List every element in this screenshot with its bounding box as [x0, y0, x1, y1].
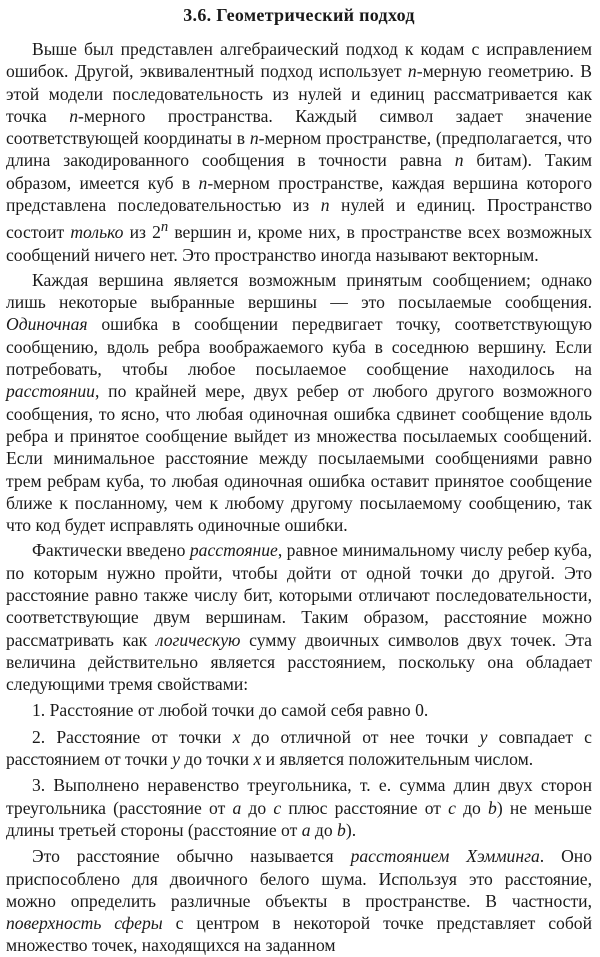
math-var: a: [301, 819, 311, 840]
text-run: до: [241, 797, 274, 818]
property-item-3: [6, 774, 592, 841]
text-run: Выше был представлен алгебраический подход к кодам с исправлением ошибок. Другой, эквивалентный подход использует: [6, 39, 592, 82]
text-run: битам). Таким образом, имеется куб в: [6, 150, 592, 193]
math-var: n: [320, 195, 330, 216]
text-run: нулей и единиц. Пространство состоит: [6, 195, 592, 243]
text-run: -мерном пространстве, каждая вершина которого представлена последовательностью из: [6, 172, 592, 216]
math-var: b: [488, 797, 497, 818]
paragraph-vertices: [6, 269, 592, 537]
text-run: из 2: [123, 222, 161, 243]
text-run: и является положительным числом.: [261, 749, 534, 770]
section-heading: 3.6. Геометрический подход: [183, 5, 415, 25]
text-run: ).: [345, 819, 357, 840]
text-run: Это расстояние обычно называется: [32, 846, 351, 867]
text-run: вершин и, кроме них, в пространстве всех возможных сообщений ничего нет. Это пространство иногда называют векторным.: [6, 222, 593, 265]
text-run: 3. Выполнено неравенство треугольника, т. е. сумма длин двух сторон треугольника (расстояние от: [6, 775, 592, 818]
text-run: до отличной от нее точки: [240, 726, 480, 747]
emphasis: расстоянием Хэмминга: [350, 846, 540, 867]
text-run: до точки: [179, 749, 254, 770]
text-run: , по крайней мере, двух ребер от любого другого возможного сообщения, то ясно, что любая одиночная ошибка сдвинет сообщение вдоль ребра и принятое сообщение выйдет из множества посылаемых сообщений. Если минимальное расстояние между посылаемыми сообщениями равно трем ребрам куба, то любая одиночная ошибка оставит принятое сообщение ближе к посланному, чем к любому другому посылаемому сообщению, так что код будет исправлять одиночные ошибки.: [6, 381, 592, 536]
paragraph-intro: [6, 38, 592, 266]
property-item-2: [6, 726, 592, 771]
text-run: ) не меньше длины третьей стороны (расстояние от: [6, 797, 592, 840]
math-var: a: [232, 797, 242, 818]
paragraph-hamming: [6, 845, 592, 956]
text-run: . Оно приспособлено для двоичного белого шума. Используя это расстояние, можно определить различные объекты в пространстве. В частности,: [6, 846, 592, 911]
math-var: c: [448, 797, 456, 818]
math-var: x: [253, 749, 262, 770]
text-run: с центром в некоторой точке представляет собой множество точек, находящихся на заданном: [6, 913, 592, 956]
property-item-1: [6, 699, 592, 721]
text-run: Фактически введено: [32, 540, 190, 561]
text-run: Каждая вершина является возможным принятым сообщением; однако лишь некоторые выбранные вершины — это посылаемые сообщения.: [6, 269, 592, 313]
math-var: y: [479, 726, 488, 747]
emphasis: расстоянии: [6, 381, 95, 402]
text-run: -мерном пространстве, (предполагается, что длина закодированного сообщения в точности равна: [6, 128, 592, 171]
text-run: до: [310, 819, 338, 840]
math-var: y: [172, 749, 180, 770]
math-var: n: [407, 61, 417, 82]
emphasis: логическую: [155, 629, 241, 650]
text-run: ошибка в сообщении передвигает точку, соответствующую сообщению, вдоль ребра воображаемого куба в соседнюю вершину. Если потребовать, чтобы любое посылаемое сообщение находилось на: [6, 314, 592, 380]
math-var: c: [273, 797, 282, 818]
text-run: , равное минимальному числу ребер куба, по которым нужно пройти, чтобы дойти от одной точки до другой. Это расстояние равно также числу бит, которыми отличают последовательности, соответствующие двум вершинам. Таким образом, расстояние можно рассматривать как: [6, 540, 592, 650]
emphasis: поверхность сферы: [6, 913, 163, 934]
text-run: 1. Расстояние от любой точки до самой себя равно 0.: [32, 700, 429, 721]
emphasis: только: [70, 222, 124, 243]
paragraph-distance: [6, 539, 592, 695]
emphasis: Одиночная: [6, 314, 88, 335]
text-run: до: [455, 797, 489, 818]
exponent: n: [160, 219, 169, 236]
text-run: совпадает с расстоянием от точки: [6, 726, 592, 770]
math-var: n: [249, 128, 259, 149]
text-run: плюс расстояние от: [281, 797, 449, 818]
text-run: -мерного пространства. Каждый символ задает значение соответствующей координаты в: [6, 105, 592, 149]
text-run: сумму двоичных символов двух точек. Эта величина действительно является расстоянием, поскольку она обладает следующими тремя свойствами:: [6, 629, 592, 695]
math-var: n: [69, 105, 78, 126]
math-var: x: [232, 726, 241, 747]
math-var: b: [337, 819, 346, 840]
math-var: n: [454, 150, 464, 171]
text-run: 2. Расстояние от точки: [32, 726, 233, 747]
math-var: n: [198, 172, 208, 193]
emphasis: расстояние: [189, 540, 278, 561]
text-run: -мерную геометрию. В этой модели последовательность из нулей и единиц рассматривается как точка: [6, 61, 592, 126]
